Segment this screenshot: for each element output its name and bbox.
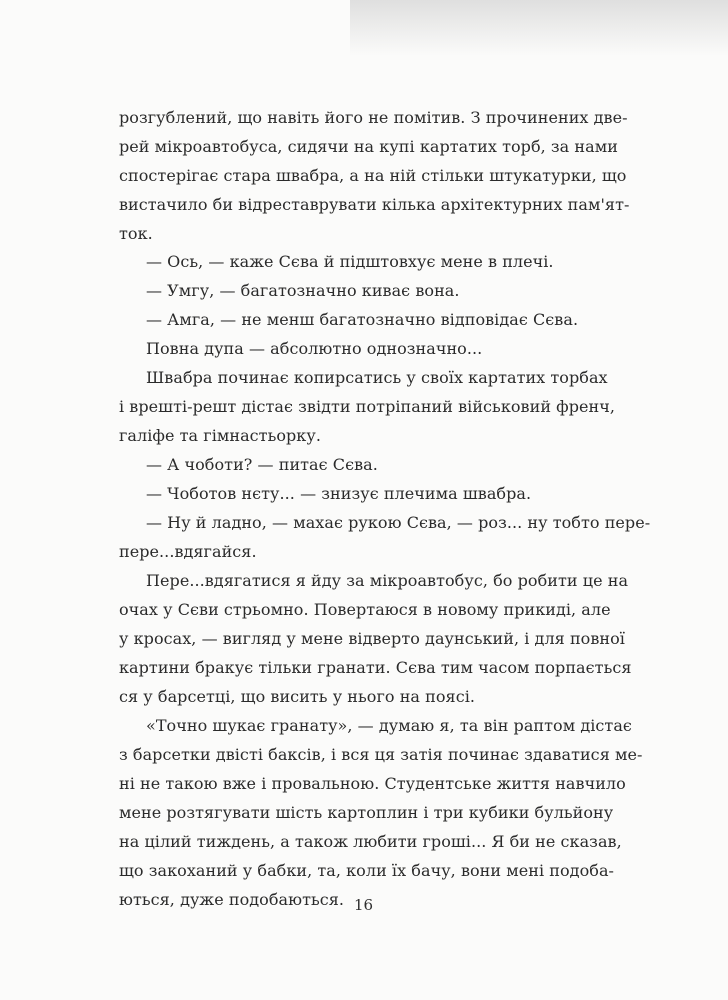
text-line: — А чоботи? — питає Сєва. [146, 455, 378, 474]
text-line: Повна дупа — абсолютно однозначно... [146, 339, 483, 358]
text-line: що закоханий у бабки, та, коли їх бачу, вони мені подоба- [119, 861, 614, 880]
text-line: «Точно шукає гранату», — думаю я, та він раптом дістає [146, 716, 632, 735]
text-line: з барсетки двісті баксів, і вся ця затія починає здаватися ме- [119, 745, 643, 764]
text-line: картини бракує тільки гранати. Сєва тим часом порпається [119, 658, 632, 677]
text-line: мене розтягувати шість картоплин і три кубики бульйону [119, 803, 614, 822]
text-line: на цілий тиждень, а також любити гроші... Я би не сказав, [119, 832, 622, 851]
text-line: — Чоботов нєту... — знизує плечима швабра. [146, 484, 532, 503]
text-line: вистачило би відреставрувати кілька архітектурних пам'ят- [119, 195, 630, 214]
text-line: спостерігає стара швабра, а на ній стільки штукатурки, що [119, 166, 627, 185]
text-line: — Ось, — каже Сєва й підштовхує мене в плечі. [146, 252, 554, 271]
text-line: ються, дуже подобаються. [119, 890, 345, 909]
text-line: рей мікроавтобуса, сидячи на купі картатих торб, за нами [119, 137, 618, 156]
text-line: ток. [119, 224, 153, 243]
text-line: ні не такою вже і провальною. Студентське життя навчило [119, 774, 626, 793]
text-line: Швабра починає копирсатись у своїх картатих торбах [146, 368, 608, 387]
text-line: — Умгу, — багатозначно киває вона. [146, 281, 460, 300]
text-line: розгублений, що навіть його не помітив. З прочинених две- [119, 108, 628, 127]
text-line: Пере...вдягатися я йду за мікроавтобус, бо робити це на [146, 571, 629, 590]
text-line: пере...вдягайся. [119, 542, 257, 561]
text-line: галіфе та гімнастьорку. [119, 426, 321, 445]
text-line: у кросах, — вигляд у мене відверто даунський, і для повної [119, 629, 625, 648]
text-line: ся у барсетці, що висить у нього на поясі. [119, 687, 476, 706]
text-line: і врешті-решт дістає звідти потріпаний військовий френч, [119, 397, 616, 416]
text-line: — Амга, — не менш багатозначно відповідає Сєва. [146, 310, 579, 329]
text-line: очах у Сєви стрьомно. Повертаюся в новому прикиді, але [119, 600, 611, 619]
text-line: — Ну й ладно, — махає рукою Сєва, — роз... ну тобто пере- [146, 513, 651, 532]
page-number: 16 [354, 896, 374, 914]
